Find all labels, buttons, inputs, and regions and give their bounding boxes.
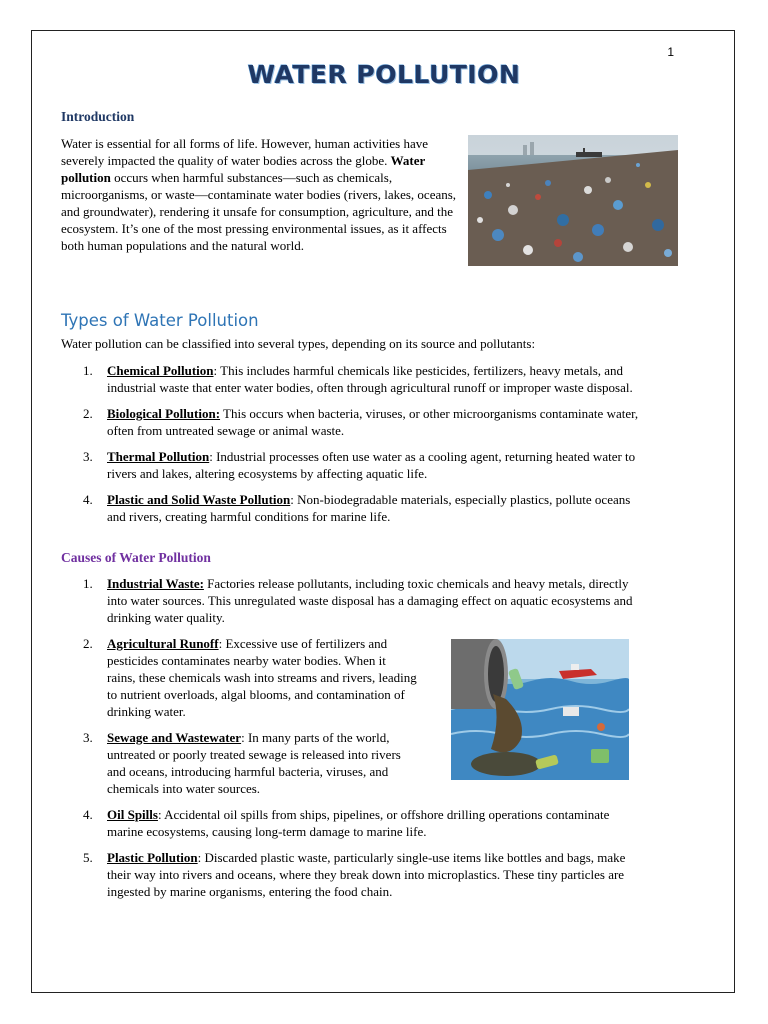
list-term: Biological Pollution: <box>107 406 221 421</box>
causes-heading: Causes of Water Pollution <box>61 550 211 565</box>
intro-text-before: Water is essential for all forms of life. However, human activities have severely impacted the quality of water bodies across the globe. <box>61 136 429 168</box>
list-desc: : Accidental oil spills from ships, pipelines, or offshore drilling operations contaminate marine ecosystems, causing long-term damage to marine life. <box>107 807 610 839</box>
list-item <box>61 849 647 900</box>
types-heading: Types of Water Pollution <box>61 311 259 330</box>
list-desc: : In many parts of the world, untreated or poorly treated sewage is released into rivers and oceans, introducing harmful bacteria, viruses, and chemicals into water sources. <box>107 730 401 796</box>
list-item <box>61 635 417 720</box>
polluted-shore-photo <box>468 135 678 266</box>
list-desc: : Industrial processes often use water as a cooling agent, returning heated water to rivers and lakes, altering ecosystems by affecting aquatic life. <box>107 449 636 481</box>
list-desc: : Non-biodegradable materials, especially plastics, pollute oceans and rivers, creating harmful conditions for marine life. <box>107 492 631 524</box>
page-title: WATER POLLUTION <box>247 60 521 89</box>
types-intro: Water pollution can be classified into several types, depending on its source and pollutants: <box>61 336 536 351</box>
list-term: Agricultural Runoff <box>107 636 219 651</box>
pipe-pollution-illustration <box>451 639 629 780</box>
list-number: 1. <box>83 576 93 591</box>
intro-text-after: occurs when harmful substances—such as chemicals, microorganisms, or waste—contaminate water bodies (rivers, lakes, oceans, and groundwater), rendering it unsafe for consumption, agriculture, and the ecosystem. It’s one of the most pressing environmental issues, as it affects both human populations and the natural world. <box>61 170 457 253</box>
list-number: 2. <box>83 406 93 421</box>
introduction-paragraph <box>61 135 457 254</box>
list-number: 3. <box>83 730 93 745</box>
list-item <box>61 729 417 797</box>
list-item <box>61 448 647 482</box>
list-item <box>61 362 647 396</box>
list-desc: : Excessive use of fertilizers and pesticides contaminates nearby water bodies. When it rains, these chemicals wash into streams and rivers, leading to nutrient overloads, algal blooms, and contamination of drinking water. <box>107 636 417 719</box>
list-desc: Factories release pollutants, including toxic chemicals and heavy metals, directly into water sources. This unregulated waste disposal has a damaging effect on aquatic ecosystems and drinking water quality. <box>107 576 633 625</box>
list-desc: : Discarded plastic waste, particularly single-use items like bottles and bags, make their way into rivers and oceans, where they break down into microplastics. These tiny particles are ingested by marine organisms, entering the food chain. <box>107 850 626 899</box>
list-term: Thermal Pollution <box>107 449 210 464</box>
list-term: Plastic Pollution <box>107 850 198 865</box>
intro-bold-term: Water pollution <box>61 153 426 185</box>
list-term: Plastic and Solid Waste Pollution <box>107 492 291 507</box>
list-number: 4. <box>83 807 93 822</box>
list-item <box>61 405 647 439</box>
list-term: Oil Spills <box>107 807 158 822</box>
list-term: Chemical Pollution <box>107 363 214 378</box>
list-term: Industrial Waste: <box>107 576 204 591</box>
list-number: 3. <box>83 449 93 464</box>
list-number: 1. <box>83 363 93 378</box>
list-item <box>61 575 647 626</box>
list-number: 5. <box>83 850 93 865</box>
list-number: 4. <box>83 492 93 507</box>
introduction-heading: Introduction <box>61 109 135 124</box>
list-desc: : This includes harmful chemicals like pesticides, fertilizers, heavy metals, and industrial waste that enter water bodies, often through agricultural runoff or improper waste disposal. <box>107 363 633 395</box>
list-number: 2. <box>83 636 93 651</box>
list-term: Sewage and Wastewater <box>107 730 242 745</box>
list-desc: This occurs when bacteria, viruses, or other microorganisms contaminate water, often from untreated sewage or animal waste. <box>107 406 639 438</box>
page-number: 1 <box>667 45 674 59</box>
types-list <box>61 362 647 534</box>
list-item <box>61 806 647 840</box>
list-item <box>61 491 647 525</box>
